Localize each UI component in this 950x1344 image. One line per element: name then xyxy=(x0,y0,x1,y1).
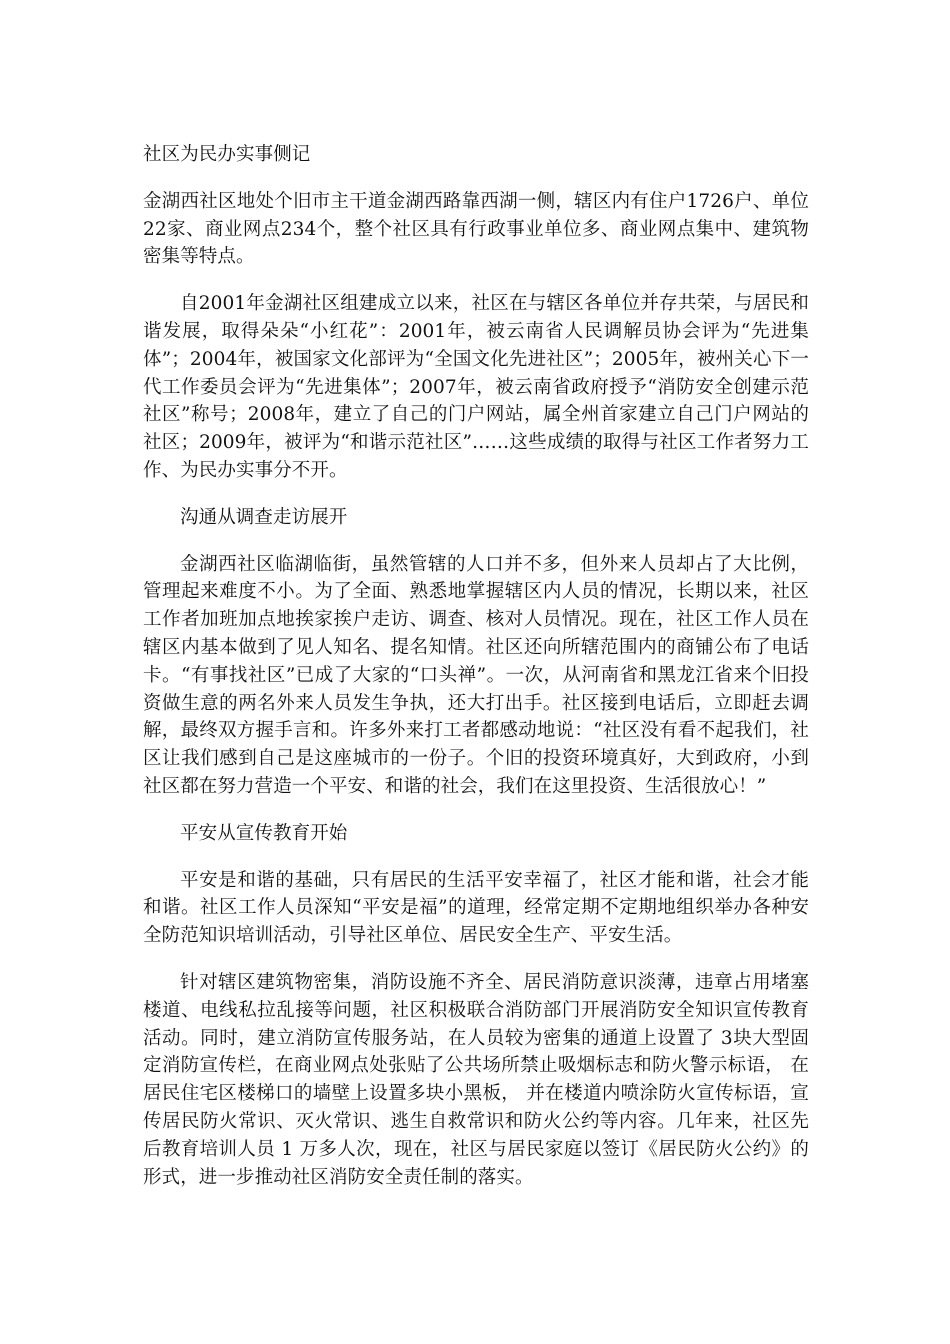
section-heading-communication: 沟通从调查走访展开 xyxy=(180,506,348,528)
document-page xyxy=(143,141,809,1210)
document-title: 社区为民办实事侧记 xyxy=(143,144,311,165)
fire-safety-paragraph: 针对辖区建筑物密集，消防设施不齐全、居民消防意识淡薄，违章占用堵塞楼道、电线私拉乱接等问题，社区积极联合消防部门开展消防安全知识宣传教育活动。同时，建立消防宣传服务站，在人员较为密集的通道上设置了 3块大型固定消防宣传栏，在商业网点处张贴了公共场所禁止吸烟标志和防火警示标语， 在居民住宅区楼梯口的墙壁上设置多块小黑板， 并在楼道内喷涂防火宣传标语，宣传居民防火常识、灭火常识、逃生自救常识和防火公约等内容。几年来，社区先后教育培训人员 1 万多人次，现在，社区与居民家庭以签订《居民防火公约》的形式，进一步推动社区消防安全责任制的落实。 xyxy=(143,971,809,1188)
communication-paragraph: 金湖西社区临湖临街，虽然管辖的人口并不多，但外来人员却占了大比例，管理起来难度不小。为了全面、熟悉地掌握辖区内人员的情况，长期以来，社区工作者加班加点地挨家挨户走访、调查、核对人员情况。现在，社区工作人员在辖区内基本做到了见人知名、提名知情。社区还向所辖范围内的商铺公布了电话卡。“有事找社区”已成了大家的“口头禅”。一次，从河南省和黑龙江省来个旧投资做生意的两名外来人员发生争执，还大打出手。社区接到电话后，立即赶去调解，最终双方握手言和。许多外来打工者都感动地说：“社区没有看不起我们，社区让我们感到自己是这座城市的一份子。个旧的投资环境真好，大到政府，小到社区都在努力营造一个平安、和谐的社会，我们在这里投资、生活很放心！” xyxy=(143,553,809,797)
achievements-paragraph: 自2001年金湖社区组建成立以来，社区在与辖区各单位并存共荣，与居民和谐发展，取得朵朵“小红花”：2001年，被云南省人民调解员协会评为“先进集体”；2004年，被国家文化部评为“全国文化先进社区”；2005年，被州关心下一代工作委员会评为“先进集体”；2007年，被云南省政府授予“消防安全创建示范社区”称号；2008年，建立了自己的门户网站，属全州首家建立自己门户网站的社区；2009年，被评为“和谐示范社区”……这些成绩的取得与社区工作者努力工作、为民办实事分不开。 xyxy=(143,293,809,481)
intro-paragraph: 金湖西社区地处个旧市主干道金湖西路靠西湖一侧，辖区内有住户1726户、单位22家、商业网点234个，整个社区具有行政事业单位多、商业网点集中、建筑物密集等特点。 xyxy=(143,190,809,268)
section-heading-safety: 平安从宣传教育开始 xyxy=(180,822,348,844)
safety-paragraph: 平安是和谐的基础，只有居民的生活平安幸福了，社区才能和谐，社会才能和谐。社区工作人员深知“平安是福”的道理，经常定期不定期地组织举办各种安全防范知识培训活动，引导社区单位、居民安全生产、平安生活。 xyxy=(143,869,809,947)
